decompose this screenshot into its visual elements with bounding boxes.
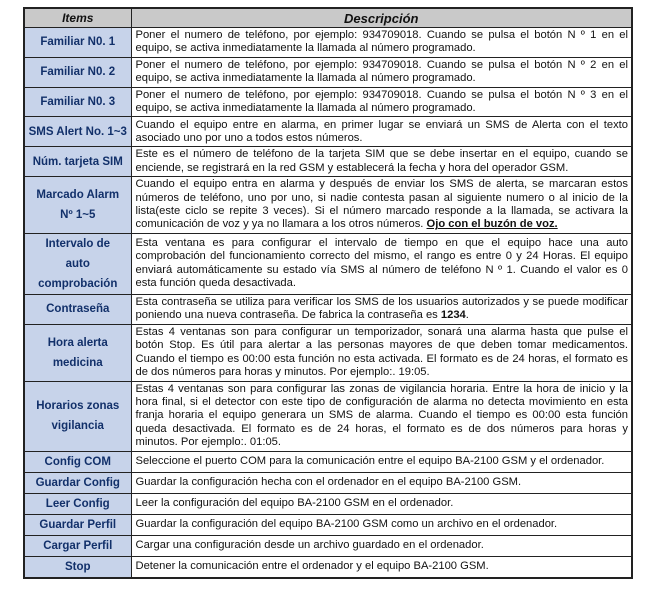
description-text: Esta contraseña se utiliza para verificar los SMS de los usuarios autorizados y se puede modificar poniendo una nueva contraseña. De fabrica la contraseña es <box>135 295 628 322</box>
item-label <box>24 233 131 294</box>
default-password: 1234 <box>440 309 466 322</box>
item-label <box>24 381 131 451</box>
item-label: Leer Config <box>24 493 131 514</box>
items-header: Items <box>24 8 131 28</box>
table-row <box>24 57 632 87</box>
table-row <box>24 147 632 177</box>
item-description: Poner el numero de teléfono, por ejemplo: 934709018. Cuando se pulsa el botón N º 2 en el equipo, se activa inmediatamente la llamada al número programado. <box>131 57 632 87</box>
voicemail-warning: Ojo con el buzón de voz. <box>426 218 558 231</box>
descripcion-header: Descripción <box>131 8 632 28</box>
item-description: Seleccione el puerto COM para la comunicación entre el equipo BA-2100 GSM y el ordenador. <box>131 451 632 472</box>
item-description: Poner el numero de teléfono, por ejemplo: 934709018. Cuando se pulsa el botón N º 3 en el equipo, se activa inmediatamente la llamada al número programado. <box>131 87 632 117</box>
item-description: Estas 4 ventanas son para configurar las zonas de vigilancia horaria. Entre la hora de inicio y la hora final, si el detector con este tipo de configuración de alarma no detecta movimiento en esta franja horaria el equipo generara un SMS de alarma. Cuando el tiempo es 00:00 esta función queda desactivada. El formato es de 24 horas, el formato es de dos números para horas y minutos. Por ejemplo:. 01:05. <box>131 381 632 451</box>
item-label: Cargar Perfil <box>24 535 131 556</box>
table-row <box>24 177 632 234</box>
table-row <box>24 28 632 58</box>
item-label: Guardar Config <box>24 472 131 493</box>
description-end: . <box>465 309 469 322</box>
table-row <box>24 117 632 147</box>
item-description: Detener la comunicación entre el ordenador y el equipo BA-2100 GSM. <box>131 556 632 578</box>
item-label: Config COM <box>24 451 131 472</box>
item-label: Familiar N0. 3 <box>24 87 131 117</box>
item-description: Cuando el equipo entre en alarma, en primer lugar se enviará un SMS de Alerta con el texto asociado uno por uno a todos estos números. <box>131 117 632 147</box>
item-description: Este es el número de teléfono de la tarjeta SIM que se debe insertar en el equipo, cuando se enciende, se registrará en la red GSM y establecerá la fecha y hora del operador GSM. <box>131 147 632 177</box>
config-table <box>23 7 633 579</box>
item-label-line: Horarios zonas <box>36 400 120 413</box>
table-row <box>24 87 632 117</box>
item-description: Guardar la configuración hecha con el ordenador en el equipo BA-2100 GSM. <box>131 472 632 493</box>
item-label: Familiar N0. 2 <box>24 57 131 87</box>
item-label: Contraseña <box>24 294 131 324</box>
item-description: Cargar una configuración desde un archivo guardado en el ordenador. <box>131 535 632 556</box>
table-header-row <box>24 8 632 28</box>
item-description: Leer la configuración del equipo BA-2100 GSM en el ordenador. <box>131 493 632 514</box>
item-description: Guardar la configuración del equipo BA-2100 GSM como un archivo en el ordenador. <box>131 514 632 535</box>
item-label-line: vigilancia <box>51 420 104 433</box>
table-row <box>24 514 632 535</box>
description-text: Cuando el equipo entra en alarma y después de enviar los SMS de alerta, se marcaran estos números de teléfono, uno por uno, si nadie contesta pasan al siguiente numero o al inicio de la lista(este ciclo se repite 3 veces). Si el número marcado responde a la llamada, se activara la comunicación de voz y ya no llamara a los otros números. <box>135 178 628 231</box>
table-row <box>24 472 632 493</box>
table-row <box>24 493 632 514</box>
table-row <box>24 294 632 324</box>
item-description: Estas 4 ventanas son para configurar un temporizador, sonará una alarma hasta que pulse el botón Stop. Es útil para alertar a las personas mayores de que deben tomar medicamentos. Cuando el tiempo es 00:00 esta función no esta activada. El formato es de 24 horas, el formato es de dos números para horas y minutos. Por ejemplo:. 19:05. <box>131 324 632 381</box>
item-description: Poner el numero de teléfono, por ejemplo: 934709018. Cuando se pulsa el botón N º 1 en el equipo, se activa inmediatamente la llamada al número programado. <box>131 28 632 58</box>
document-page <box>23 7 631 579</box>
item-label: Stop <box>24 556 131 578</box>
item-label-line: auto comprobación <box>38 257 118 290</box>
item-label-line: Nº 1~5 <box>60 209 96 222</box>
table-row <box>24 556 632 578</box>
item-label-line: Hora alerta <box>47 336 108 349</box>
item-description: Esta ventana es para configurar el intervalo de tiempo en que el equipo hace una auto comprobación del funcionamiento correcto del mismo, el rango es entre 0 y 24 Horas. El equipo enviará automáticamente su estado vía SMS al número de teléfono N º 1. Cuando el valor es 0 esta función queda desactivada. <box>131 233 632 294</box>
item-label-line: medicina <box>52 356 103 369</box>
item-label-line: Intervalo de <box>45 237 111 250</box>
item-label <box>24 324 131 381</box>
table-row <box>24 451 632 472</box>
table-row <box>24 381 632 451</box>
item-label: Guardar Perfil <box>24 514 131 535</box>
item-label-line: Marcado Alarm <box>36 189 120 202</box>
table-row <box>24 324 632 381</box>
item-label: Familiar N0. 1 <box>24 28 131 58</box>
item-label: Núm. tarjeta SIM <box>24 147 131 177</box>
item-description <box>131 177 632 234</box>
table-row <box>24 535 632 556</box>
item-label <box>24 177 131 234</box>
table-row <box>24 233 632 294</box>
item-label: SMS Alert No. 1~3 <box>24 117 131 147</box>
item-description <box>131 294 632 324</box>
